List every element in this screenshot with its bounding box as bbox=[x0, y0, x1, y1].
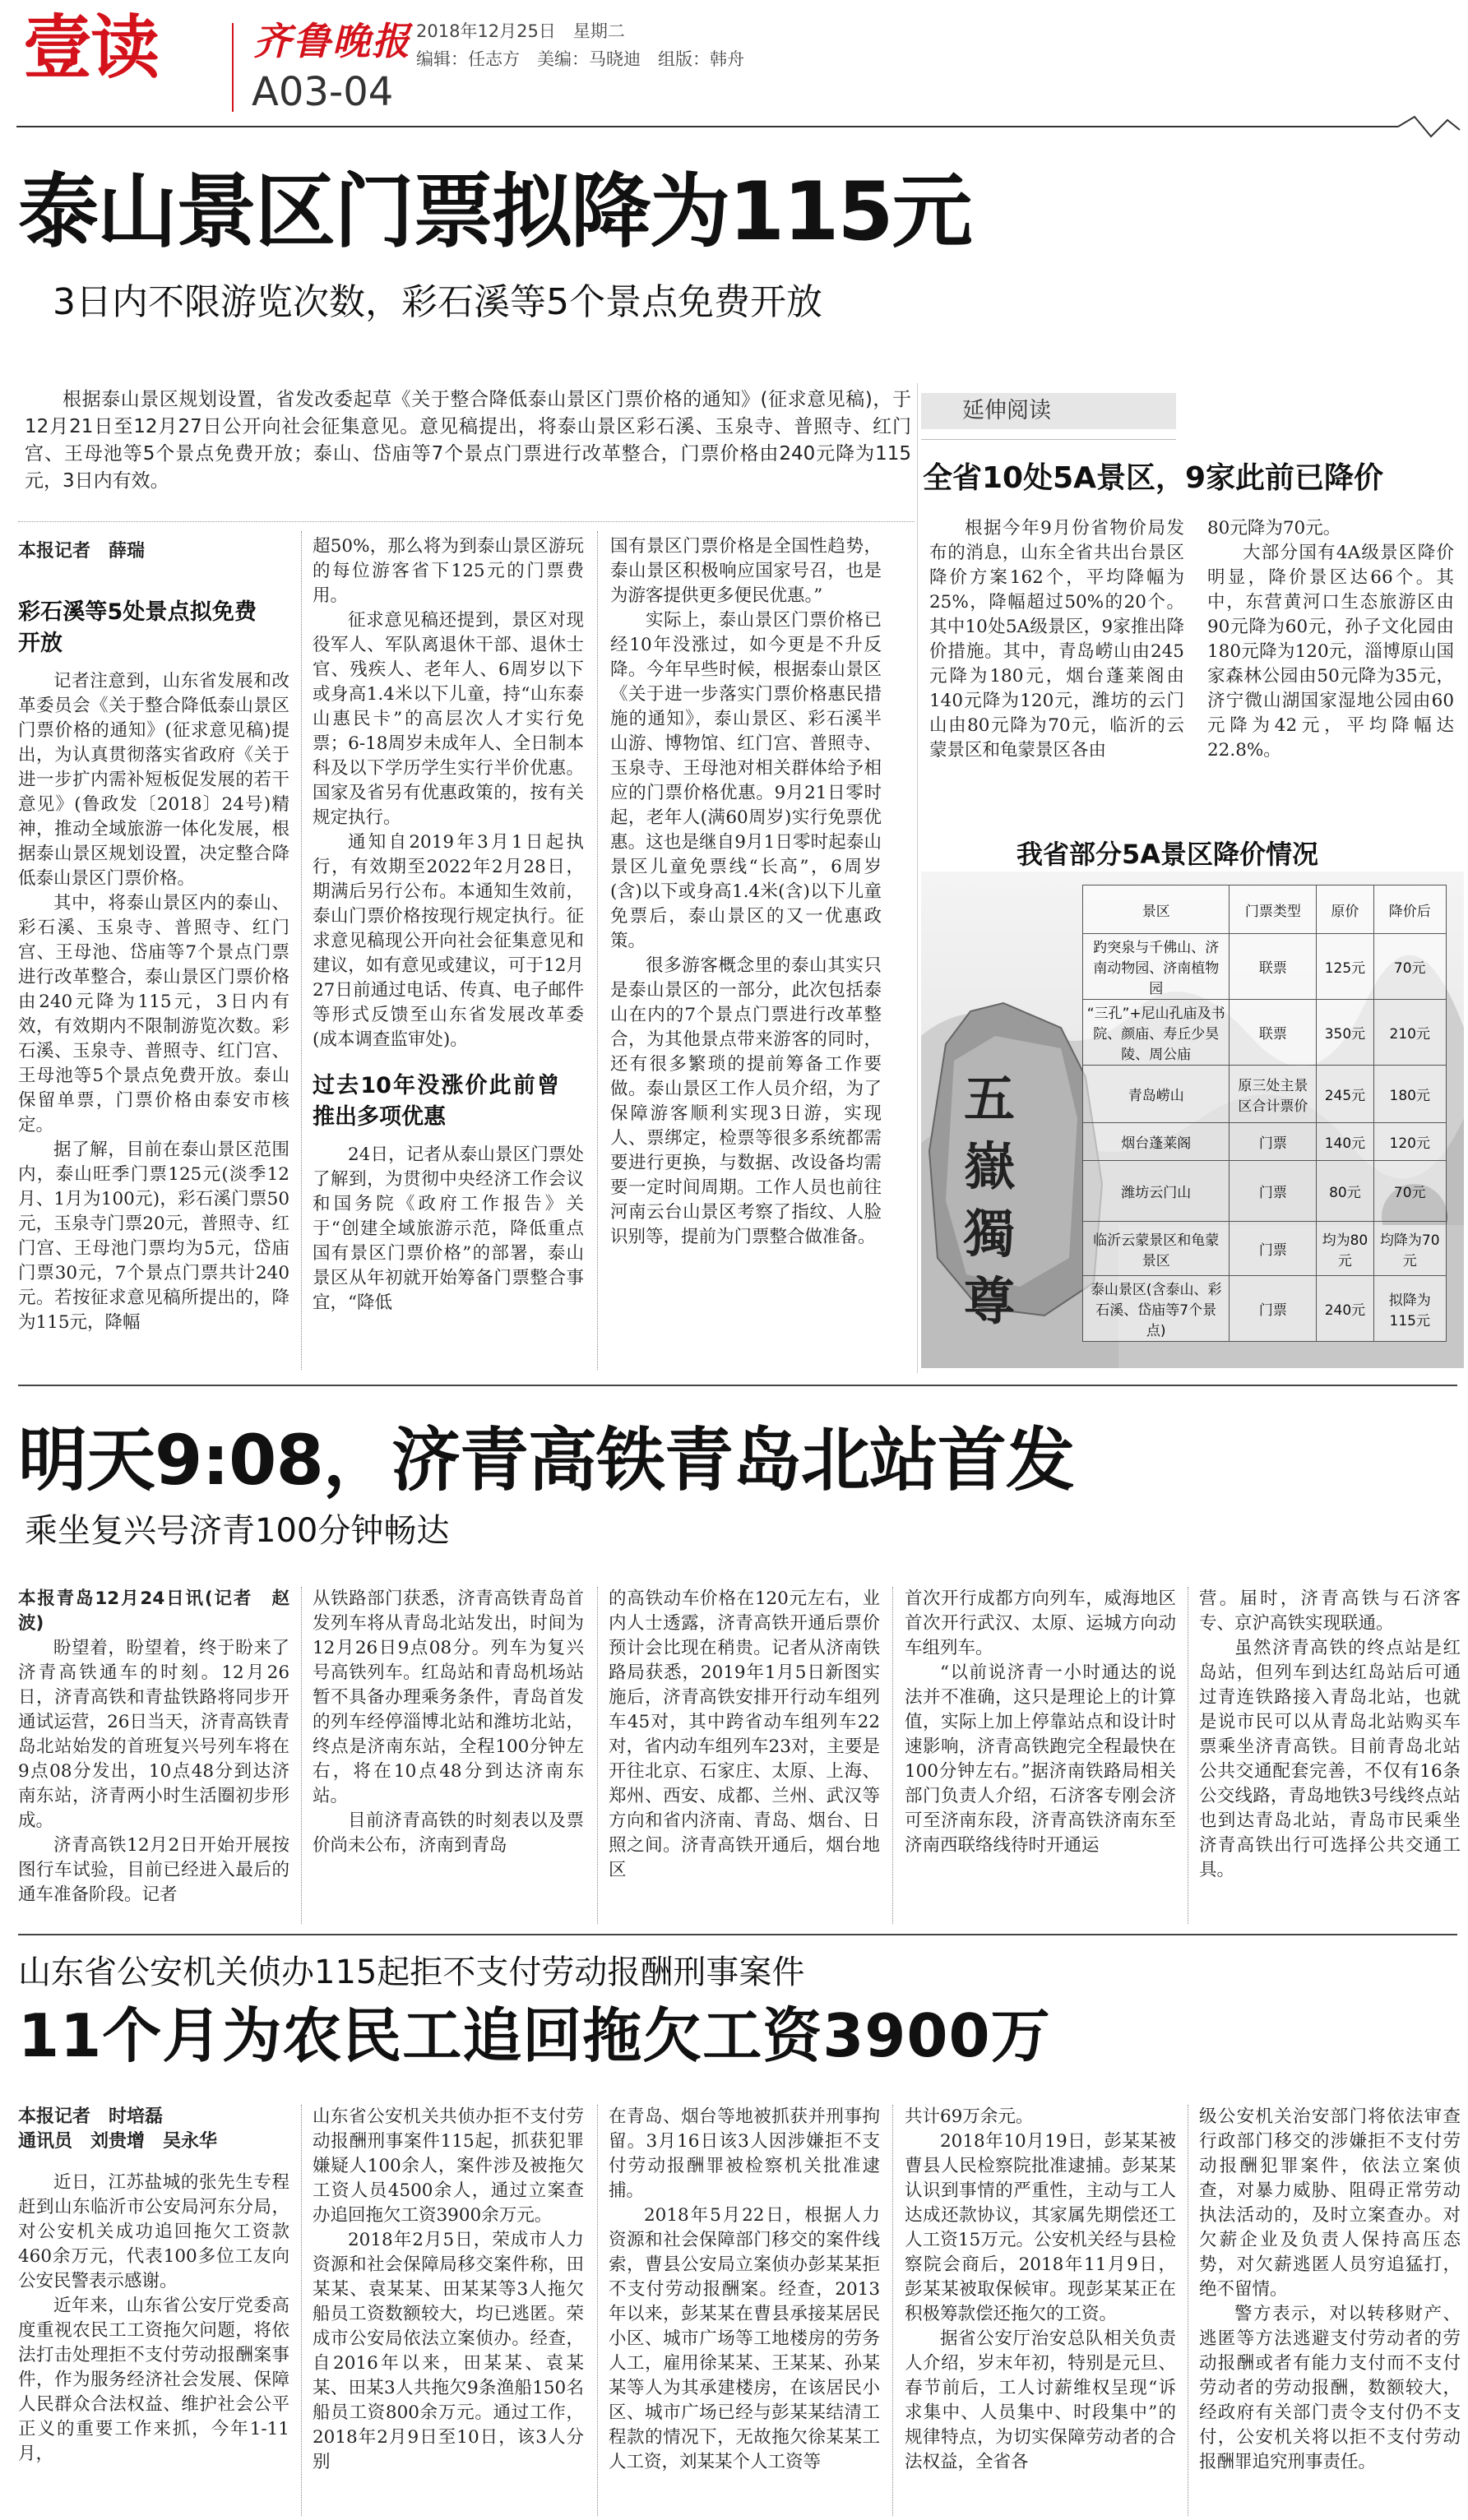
paragraph: 通知自2019年3月1日起执行，有效期至2022年2月28日，期满后另行公布。本通知生效前，泰山门票价格按现行规定执行。征求意见稿现公开向社会征集意见和建议，如有意见或建议，可于12月27日前通过电话、传真、电子邮件等形式反馈至山东省发展改革委(成本调查监审处)。 bbox=[313, 832, 584, 1050]
paragraph: 营。届时，济青高铁与石济客专、京沪高铁实现联通。 bbox=[1199, 1588, 1461, 1634]
headline-taishan: 泰山景区门票拟降为115元 bbox=[18, 165, 971, 259]
paragraph: 80元降为70元。 bbox=[1207, 518, 1341, 539]
paragraph: 国有景区门票价格是全国性趋势，泰山景区积极响应国家号召，也是为游客提供更多便民优惠。” bbox=[610, 536, 882, 606]
table-cell: 均为80元 bbox=[1317, 1222, 1373, 1276]
table-title: 我省部分5A景区降价情况 bbox=[1016, 839, 1319, 870]
subhead-taishan: 3日内不限游览次数，彩石溪等5个景点免费开放 bbox=[53, 281, 822, 323]
table-cell: 210元 bbox=[1373, 1000, 1447, 1066]
column-divider bbox=[301, 2105, 302, 2516]
column-divider bbox=[597, 1587, 598, 1924]
story1-column-3 bbox=[610, 534, 882, 1373]
paragraph: 级公安机关治安部门将依法审查行政部门移交的涉嫌拒不支付劳动报酬犯罪案件，依法立案侦查，对暴力威胁、阻碍正常劳动执法活动的，及时立案查办。对欠薪企业及负责人保持高压态势，对欠薪逃匿人员穷追猛打，绝不留情。 bbox=[1199, 2106, 1461, 2300]
price-table bbox=[1082, 885, 1447, 1342]
byline: 本报记者 薛瑞 bbox=[18, 541, 146, 562]
table-row bbox=[1083, 1066, 1447, 1123]
paragraph: 虽然济青高铁的终点站是红岛站，但列车到达红岛站后可通过青连铁路接入青岛北站，也就是说市民可以从青岛北站购买车票乘坐济青高铁。目前青岛北站公共交通配套完善，不仅有16条公交线路，青岛地铁3号线终点站也到达青岛北站，青岛市民乘坐济青高铁出行可选择公共交通工具。 bbox=[1199, 1638, 1461, 1880]
table-cell: 120元 bbox=[1373, 1123, 1447, 1161]
section-rule bbox=[18, 1385, 1457, 1386]
table-cell: 350元 bbox=[1317, 1000, 1373, 1066]
subhead-jiqing-rail: 乘坐复兴号济青100分钟畅达 bbox=[25, 1512, 450, 1550]
paragraph: 据了解，目前在泰山景区范围内，泰山旺季门票125元(淡季12月、1月为100元)，彩石溪门票50元，玉泉寺门票20元，普照寺、红门宫、王母池门票均为5元，岱庙门票30元，7个景点门票共计240元。若按征求意见稿所提出的，降为115元，降幅 bbox=[18, 1140, 289, 1333]
table-row bbox=[1083, 934, 1447, 1000]
stone-inscription: 五嶽獨尊 bbox=[964, 1069, 1016, 1331]
subheading-free-spots: 彩石溪等5处景点拟免费开放 bbox=[18, 599, 257, 656]
paragraph: “以前说济青一小时通达的说法并不准确，这只是理论上的计算值，实际上加上停靠站点和设计时速影响，济青高铁跑完全程最快在100分钟左右。”据济南铁路局相关部门负责人介绍，石济客专刚会济可至济南东段，济青高铁济南东至济南西联络线待时开通运 bbox=[905, 1662, 1176, 1856]
table-cell: 门票 bbox=[1230, 1222, 1317, 1276]
table-cell: 潍坊云门山 bbox=[1083, 1161, 1230, 1222]
story2-column-2 bbox=[313, 1587, 584, 1932]
column-divider bbox=[301, 531, 302, 1370]
table-cell: 245元 bbox=[1317, 1066, 1373, 1123]
paragraph: 近日，江苏盐城的张先生专程赶到山东临沂市公安局河东分局，对公安机关成功追回拖欠工资款460余万元，代表100多位工友向公安民警表示感谢。 bbox=[18, 2172, 289, 2291]
paragraph: 实际上，泰山景区门票价格已经10年没涨过，如今更是不升反降。今年早些时候，根据泰山景区《关于进一步落实门票价格惠民措施的通知》，泰山景区、彩石溪半山游、博物馆、红门宫、普照寺、玉泉寺、王母池对相关群体给予相应的门票价格优惠。9月21日零时起，老年人(满60周岁)实行免票优惠。这也是继自9月1日零时起泰山景区儿童免票线“长高”，6周岁(含)以下或身高1.4米(含)以下儿童免票后，泰山景区的又一优惠政策。 bbox=[610, 610, 882, 951]
editor-credits: 编辑：任志方 美编：马晓迪 组版：韩舟 bbox=[416, 49, 744, 69]
table-cell: 门票 bbox=[1230, 1123, 1317, 1161]
story3-column-3 bbox=[609, 2105, 880, 2516]
table-header-row bbox=[1083, 885, 1447, 934]
sidebar-tag-rule bbox=[921, 439, 1176, 440]
story1-column-1 bbox=[18, 539, 289, 1373]
headline-migrant-wages: 11个月为农民工追回拖欠工资3900万 bbox=[18, 2001, 1051, 2070]
paragraph: 超50%，那么将为到泰山景区游玩的每位游客省下125元的门票费用。 bbox=[313, 536, 584, 606]
paragraph: 的高铁动车价格在120元左右，业内人士透露，济青高铁开通后票价预计会比现在稍贵。记者从济南铁路局获悉，2019年1月5日新图实施后，济青高铁安排开行动车组列车45对，其中跨省动车组列车22对，省内动车组列车23对，主要是开往北京、石家庄、太原、上海、郑州、西安、成都、兰州、武汉等方向和省内济南、青岛、烟台、日照之间。济青高铁开通后，烟台地区 bbox=[609, 1588, 880, 1880]
table-cell: 青岛崂山 bbox=[1083, 1066, 1230, 1123]
story2-column-5 bbox=[1199, 1587, 1461, 1932]
paragraph: 24日，记者从泰山景区门票处了解到，为贯彻中央经济工作会议和国务院《政府工作报告》关于“创建全域旅游示范，降低重点国有景区门票价格”的部署，泰山景区从年初就开始筹备门票整合事宜，“降低 bbox=[313, 1144, 584, 1313]
table-cell: 80元 bbox=[1317, 1161, 1373, 1222]
newspaper-logo: 齐鲁晚报 bbox=[253, 19, 411, 63]
table-cell: 联票 bbox=[1230, 1000, 1317, 1066]
kicker-police: 山东省公安机关侦办115起拒不支付劳动报酬刑事案件 bbox=[18, 1954, 805, 1991]
table-cell: 均降为70元 bbox=[1373, 1222, 1447, 1276]
story3-column-4 bbox=[905, 2105, 1176, 2516]
column-divider bbox=[892, 1587, 893, 1924]
story2-column-4 bbox=[905, 1587, 1176, 1932]
paragraph: 根据今年9月份省物价局发布的消息，山东全省共出台景区降价方案162个，平均降幅为25%，降幅超过50%的20个。其中10处5A级景区，9家推出降价措施。其中，青岛崂山由245元降为180元，烟台蓬莱阁由140元降为120元，潍坊的云门山由80元降为70元，临沂的云蒙景区和龟蒙景区各由 bbox=[929, 518, 1184, 761]
story2-column-3 bbox=[609, 1587, 880, 1932]
story2-column-1 bbox=[18, 1587, 289, 1932]
paragraph: 据省公安厅治安总队相关负责人介绍，岁末年初，特别是元旦、春节前后，工人讨薪维权呈现“诉求集中、人员集中、时段集中”的规律特点，为切实保障劳动者的合法权益，全省各 bbox=[905, 2328, 1176, 2472]
table-header: 门票类型 bbox=[1230, 885, 1317, 934]
table-row bbox=[1083, 1123, 1447, 1161]
paragraph: 大部分国有4A级景区降价明显，降价景区达66个。其中，东营黄河口生态旅游区由90元降为60元，孙子文化园由180元降为120元，淄博原山国家森林公园由50元降为35元，济宁微山湖国家湿地公园由60元降为42元，平均降幅达22.8%。 bbox=[1207, 543, 1454, 761]
story3-column-2 bbox=[313, 2105, 584, 2516]
table-cell: 70元 bbox=[1373, 1161, 1447, 1222]
table-cell: 门票 bbox=[1230, 1276, 1317, 1342]
paragraph: 记者注意到，山东省发展和改革委员会《关于整合降低泰山景区门票价格的通知》(征求意见稿)提出，为认真贯彻落实省政府《关于进一步扩内需补短板促发展的若干意见》(鲁政发〔2018〕24号)精神，推动全域旅游一体化发展，根据泰山景区规划设置，决定整合降低泰山景区门票价格。 bbox=[18, 671, 289, 889]
table-cell: “三孔”+尼山孔庙及书院、颜庙、寿丘少昊陵、周公庙 bbox=[1083, 1000, 1230, 1066]
column-divider bbox=[301, 1587, 302, 1924]
byline: 本报记者 时培磊 bbox=[18, 2106, 164, 2127]
paragraph: 近年来，山东省公安厅党委高度重视农民工工资拖欠问题，将依法打击处理拒不支付劳动报酬案事件，作为服务经济社会发展、保障人民群众合法权益、维护社会公平正义的重要工作来抓，今年1-11月， bbox=[18, 2296, 289, 2464]
byline: 本报青岛12月24日讯(记者 赵波) bbox=[18, 1588, 289, 1634]
masthead-rule bbox=[0, 112, 1468, 141]
story1-rule bbox=[18, 521, 915, 522]
table-cell: 125元 bbox=[1317, 934, 1373, 1000]
issue-date: 2018年12月25日 星期二 bbox=[416, 21, 625, 41]
masthead-divider bbox=[232, 23, 234, 112]
paragraph: 在青岛、烟台等地被抓获并刑事拘留。3月16日该3人因涉嫌拒不支付劳动报酬罪被检察机关批准逮捕。 bbox=[609, 2106, 880, 2201]
sidebar-tag: 延伸阅读 bbox=[921, 393, 1176, 429]
table-cell: 烟台蓬莱阁 bbox=[1083, 1123, 1230, 1161]
table-row bbox=[1083, 1161, 1447, 1222]
table-header: 降价后 bbox=[1373, 885, 1447, 934]
paragraph: 2018年10月19日，彭某某被曹县人民检察院批准逮捕。彭某某认识到事情的严重性，主动与工人达成还款协议，其家属先期偿还工人工资15万元。公安机关经与县检察院会商后，2018年11月9日，彭某某被取保候审。现彭某某正在积极筹款偿还拖欠的工资。 bbox=[905, 2131, 1176, 2324]
paragraph: 盼望着，盼望着，终于盼来了济青高铁通车的时刻。12月26日，济青高铁和青盐铁路将同步开通试运营，26日当天，济青高铁青岛北站始发的首班复兴号列车将在9点08分发出，10点48分到达济南东站，济青两小时生活圈初步形成。 bbox=[18, 1638, 289, 1831]
byline: 通讯员 刘贵增 吴永华 bbox=[18, 2131, 218, 2152]
table-cell: 临沂云蒙景区和龟蒙景区 bbox=[1083, 1222, 1230, 1276]
section-rule bbox=[18, 1934, 1457, 1935]
table-cell: 趵突泉与千佛山、济南动物园、济南植物园 bbox=[1083, 934, 1230, 1000]
paragraph: 山东省公安机关共侦办拒不支付劳动报酬刑事案件115起，抓获犯罪嫌疑人100余人，案件涉及被拖欠工资人员4500余人，通过立案查办追回拖欠工资3900余万元。 bbox=[313, 2106, 584, 2226]
paragraph: 征求意见稿还提到，景区对现役军人、军队离退休干部、退休士官、残疾人、老年人、6周岁以下或身高1.4米以下儿童，持“山东泰山惠民卡”的高层次人才实行免票；6-18周岁未成年人、全日制本科及以下学历学生实行半价优惠。国家及省另有优惠政策的，按有关规定执行。 bbox=[313, 610, 584, 828]
page-number: A03-04 bbox=[252, 69, 394, 115]
story3-column-5 bbox=[1199, 2105, 1461, 2516]
table-row bbox=[1083, 1276, 1447, 1342]
table-header: 原价 bbox=[1317, 885, 1373, 934]
lead-paragraph: 根据泰山景区规划设置，省发改委起草《关于整合降低泰山景区门票价格的通知》(征求意见稿)，于12月21日至12月27日公开向社会征集意见。意见稿提出，将泰山景区彩石溪、玉泉寺、普照寺、红门宫、王母池等5个景点免费开放；泰山、岱庙等7个景点门票进行改革整合，门票价格由240元降为115元，3日内有效。 bbox=[25, 389, 911, 492]
column-divider bbox=[597, 531, 598, 1370]
paragraph: 目前济青高铁的时刻表以及票价尚未公布，济南到青岛 bbox=[313, 1810, 584, 1856]
story3-column-1 bbox=[18, 2105, 289, 2516]
table-cell: 泰山景区(含泰山、彩石溪、岱庙等7个景点) bbox=[1083, 1276, 1230, 1342]
table-row bbox=[1083, 1000, 1447, 1066]
sidebar-column-1 bbox=[929, 516, 1184, 796]
paragraph: 2018年2月5日，荣成市人力资源和社会保障局移交案件称，田某某、袁某某、田某某等3人拖欠船员工资数额较大，均已逃匿。荣成市公安局依法立案侦办。经查，自2016年以来，田某某、袁某某、田某3人共拖欠9条渔船150名船员工资800余万元。通过工作，2018年2月9日至10日，该3人分别 bbox=[313, 2230, 584, 2472]
table-header: 景区 bbox=[1083, 885, 1230, 934]
table-cell: 拟降为115元 bbox=[1373, 1276, 1447, 1342]
subheading-no-price-rise: 过去10年没涨价此前曾推出多项优惠 bbox=[313, 1073, 559, 1130]
sidebar-column-2 bbox=[1207, 516, 1454, 796]
table-cell: 门票 bbox=[1230, 1161, 1317, 1222]
paragraph: 济青高铁12月2日开始开展按图行车试验，目前已经进入最后的通车准备阶段。记者 bbox=[18, 1835, 289, 1905]
table-cell: 70元 bbox=[1373, 934, 1447, 1000]
headline-jiqing-rail: 明天9:08，济青高铁青岛北站首发 bbox=[18, 1420, 1074, 1500]
table-row bbox=[1083, 1222, 1447, 1276]
story1-column-2 bbox=[313, 534, 584, 1373]
table-cell: 原三处主景区合计票价 bbox=[1230, 1066, 1317, 1123]
paragraph: 其中，将泰山景区内的泰山、彩石溪、玉泉寺、普照寺、红门宫、王母池、岱庙等7个景点门票进行改革整合，泰山景区门票价格由240元降为115元，3日内有效，有效期内不限制游览次数。彩石溪、玉泉寺、普照寺、红门宫、王母池等5个景点免费开放。泰山保留单票，门票价格由泰安市核定。 bbox=[18, 893, 289, 1135]
table-cell: 140元 bbox=[1317, 1123, 1373, 1161]
column-divider bbox=[597, 2105, 598, 2516]
paragraph: 很多游客概念里的泰山其实只是泰山景区的一部分，此次包括泰山在内的7个景点门票进行改革整合，为其他景点带来游客的同时，还有很多繁琐的提前筹备工作要做。泰山景区工作人员介绍，为了保障游客顺利实现3日游，实现人、票绑定，检票等很多系统都需要进行更换，与数据、改设备均需要一定时间周期。工作人员也前往河南云台山景区考察了指纹、人脸识别等，提前为门票整合做准备。 bbox=[610, 955, 882, 1247]
paragraph: 从铁路部门获悉，济青高铁青岛首发列车将从青岛北站发出，时间为12月26日9点08分。列车为复兴号高铁列车。红岛站和青岛机场站暂不具备办理乘务条件，青岛首发的列车经停淄博北站和潍坊北站，终点是济南东站，全程100分钟左右，将在10点48分到达济南东站。 bbox=[313, 1588, 584, 1806]
paragraph: 2018年5月22日，根据人力资源和社会保障部门移交的案件线索，曹县公安局立案侦办彭某某拒不支付劳动报酬案。经查，2013年以来，彭某某在曹县承接某居民小区、城市广场等工地楼房的劳务人工，雇用徐某某、王某某、孙某某等人为其承建楼房，在该居民小区、城市广场已经与彭某某结清工程款的情况下，无故拖欠徐某某工人工资，刘某某个人工资等 bbox=[609, 2205, 880, 2472]
paragraph: 共计69万余元。 bbox=[905, 2106, 1034, 2127]
column-divider bbox=[892, 2105, 893, 2516]
table-cell: 联票 bbox=[1230, 934, 1317, 1000]
paragraph: 警方表示，对以转移财产、逃匿等方法逃避支付劳动者的劳动报酬或者有能力支付而不支付劳动者的劳动报酬，数额较大，经政府有关部门责令支付仍不支付，公安机关将以拒不支付劳动报酬罪追究刑事责任。 bbox=[1199, 2304, 1461, 2472]
sidebar-title: 全省10处5A景区，9家此前已降价 bbox=[923, 461, 1384, 495]
paragraph: 首次开行成都方向列车，威海地区首次开行武汉、太原、运城方向动车组列车。 bbox=[905, 1588, 1176, 1658]
table-cell: 240元 bbox=[1317, 1276, 1373, 1342]
table-cell: 180元 bbox=[1373, 1066, 1447, 1123]
section-title: 壹读 bbox=[23, 7, 159, 88]
